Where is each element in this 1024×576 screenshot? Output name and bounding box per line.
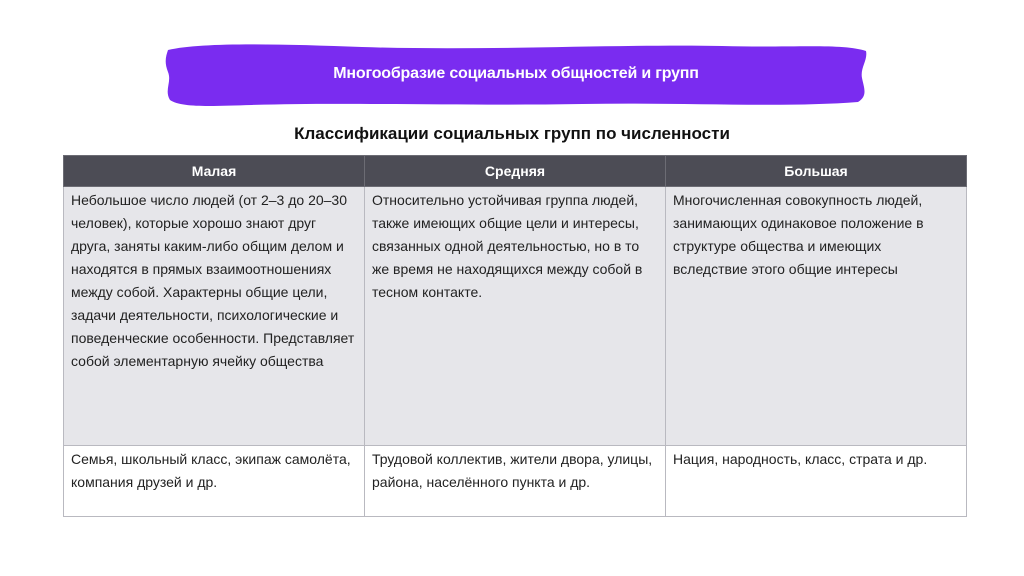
table-cell-medium-definition: Относительно устойчивая группа людей, также имеющих общие цели и интересы, связанных одной деятельностью, но в то же время не находящихся между собой в тесном контакте. xyxy=(365,187,666,446)
table-row xyxy=(64,187,967,446)
title-banner xyxy=(162,38,870,110)
column-header-medium: Средняя xyxy=(365,156,666,187)
banner-title: Многообразие социальных общностей и групп xyxy=(333,65,699,82)
page-subtitle: Классификации социальных групп по численности xyxy=(294,124,730,143)
classification-table xyxy=(63,155,967,517)
table-cell-small-examples: Семья, школьный класс, экипаж самолёта, компания друзей и др. xyxy=(64,446,365,517)
column-header-large: Большая xyxy=(666,156,967,187)
table-cell-large-examples: Нация, народность, класс, страта и др. xyxy=(666,446,967,517)
table-header-row xyxy=(64,156,967,187)
table-cell-small-definition: Небольшое число людей (от 2–3 до 20–30 человек), которые хорошо знают друг друга, заняты каким-либо общим делом и находятся в прямых взаимоотношениях между собой. Характерны общие цели, задачи деятельности, психологические и поведенческие особенности. Представляет собой элементарную ячейку общества xyxy=(64,187,365,446)
table-cell-medium-examples: Трудовой коллектив, жители двора, улицы, района, населённого пункта и др. xyxy=(365,446,666,517)
table-cell-large-definition: Многочисленная совокупность людей, занимающих одинаковое положение в структуре общества и имеющих вследствие этого общие интересы xyxy=(666,187,967,446)
column-header-small: Малая xyxy=(64,156,365,187)
table-row xyxy=(64,446,967,517)
